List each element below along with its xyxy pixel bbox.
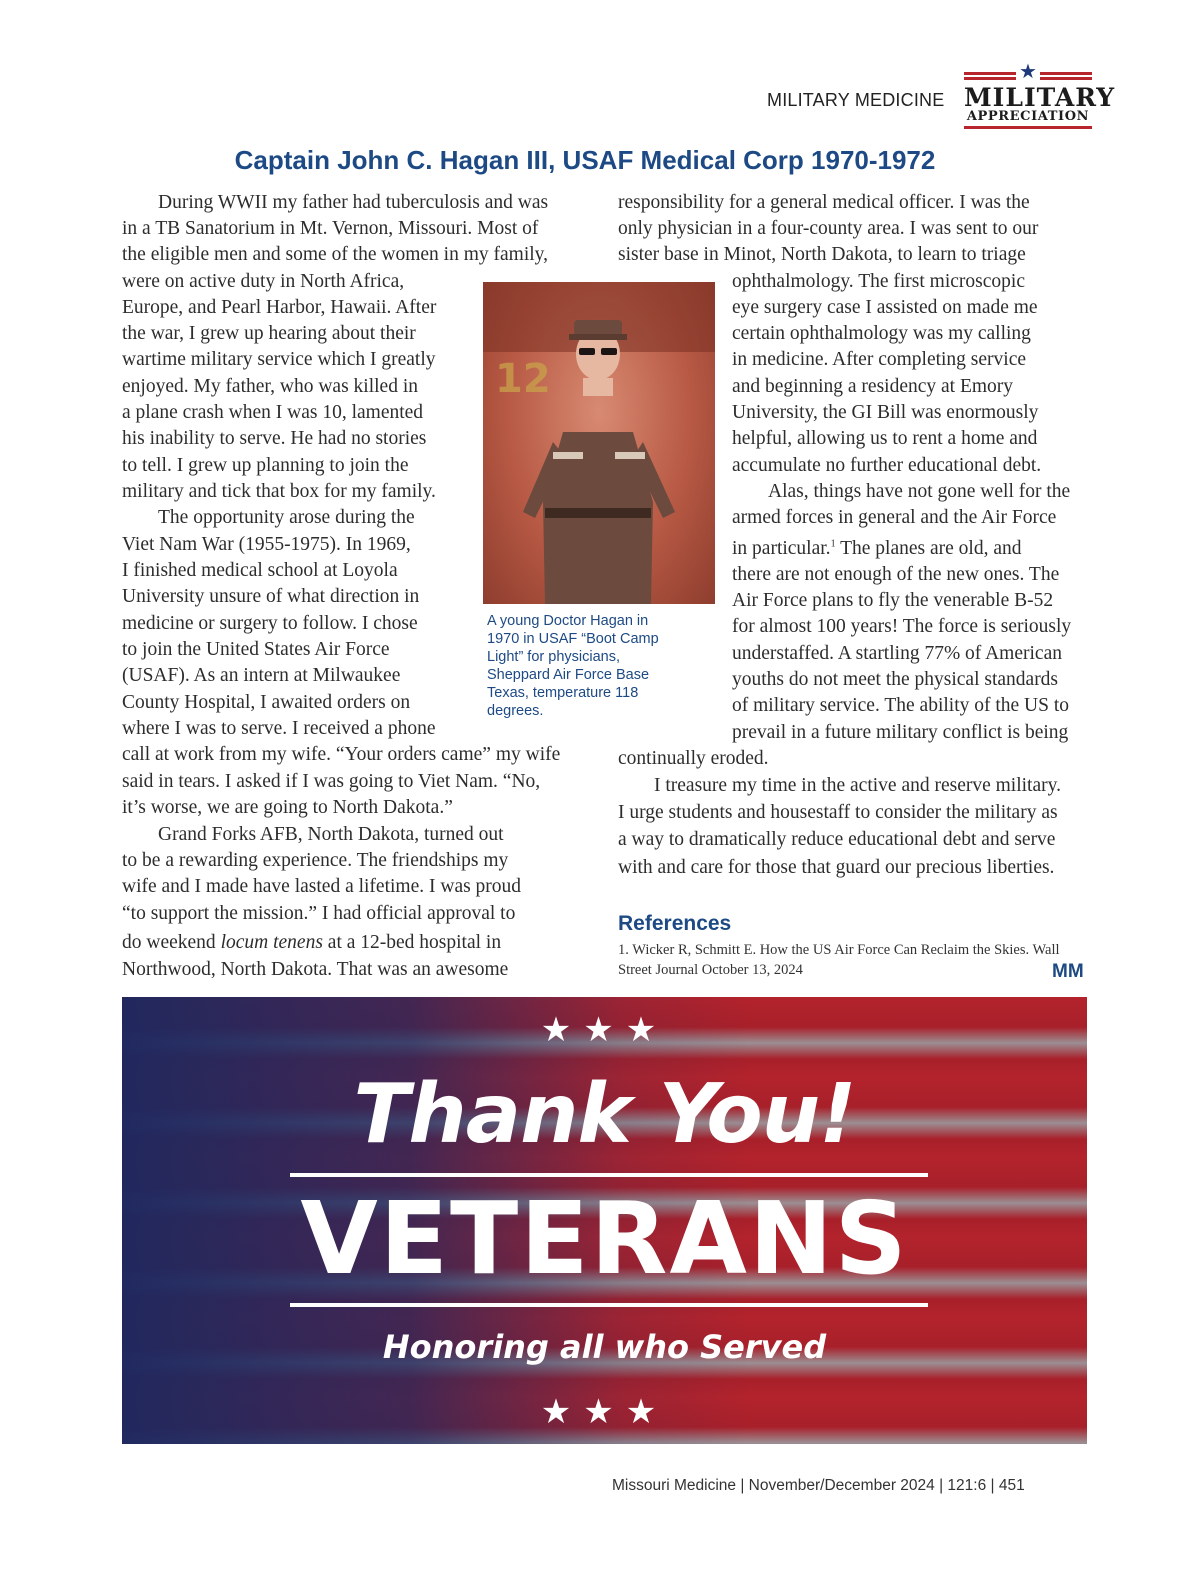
thank-you-veterans-banner	[122, 997, 1087, 1444]
text-line: eye surgery case I assisted on made me	[732, 297, 1038, 318]
text-line: where I was to serve. I received a phone	[122, 718, 436, 739]
text-line: accumulate no further educational debt.	[732, 455, 1042, 476]
caption-line: Sheppard Air Force Base	[487, 667, 650, 683]
text-line: there are not enough of the new ones. The	[732, 564, 1060, 585]
text-line: military and tick that box for my family.	[122, 481, 436, 502]
text-line: said in tears. I asked if I was going to Viet Nam. “No,	[122, 771, 541, 792]
text-line: youths do not meet the physical standards	[732, 669, 1059, 690]
soldier-photo-illustration	[483, 282, 715, 604]
text-line: (USAF). As an intern at Milwaukee	[122, 665, 401, 686]
text-line: a way to dramatically reduce educational debt and serve	[618, 829, 1056, 850]
text-line: for almost 100 years! The force is seriously	[732, 616, 1072, 637]
text-line: wife and I made have lasted a lifetime. I was proud	[122, 876, 522, 897]
text-line: in medicine. After completing service	[732, 349, 1027, 370]
stars-icon: ★★★	[540, 1012, 669, 1049]
text-line: Alas, things have not gone well for the	[768, 481, 1071, 502]
text-line: understaffed. A startling 77% of American	[732, 643, 1062, 664]
text-line: to tell. I grew up planning to join the	[122, 455, 409, 476]
text-line: wartime military service which I greatly	[122, 349, 436, 370]
banner-veterans: VETERANS	[300, 1180, 909, 1297]
text-line: with and care for those that guard our precious liberties.	[618, 857, 1055, 878]
text-line: certain ophthalmology was my calling	[732, 323, 1031, 344]
section-label: MILITARY MEDICINE	[767, 90, 945, 110]
banner-rule	[290, 1303, 928, 1307]
text-line: I urge students and housestaff to consider the military as	[618, 802, 1058, 823]
references-heading: References	[618, 912, 732, 935]
text-line: sister base in Minot, North Dakota, to learn to triage	[618, 244, 1026, 265]
text-line: only physician in a four-county area. I was sent to our	[618, 218, 1039, 239]
text-line: in a TB Sanatorium in Mt. Vernon, Missouri. Most of	[122, 218, 539, 239]
military-appreciation-logo: ★ MILITARY APPRECIATION	[964, 68, 1092, 134]
text-line: and beginning a residency at Emory	[732, 376, 1014, 397]
text-line: “to support the mission.” I had official approval to	[122, 903, 516, 924]
text-line: I treasure my time in the active and reserve military.	[654, 775, 1061, 796]
text-line: armed forces in general and the Air Force	[732, 507, 1057, 528]
text-line: County Hospital, I awaited orders on	[122, 692, 411, 713]
text-line: it’s worse, we are going to North Dakota.”	[122, 797, 453, 818]
caption-line: Texas, temperature 118	[487, 685, 639, 701]
star-icon: ★	[1019, 61, 1037, 83]
reference-line: 1. Wicker R, Schmitt E. How the US Air Force Can Reclaim the Skies. Wall	[618, 942, 1060, 958]
caption-line: 1970 in USAF “Boot Camp	[487, 631, 659, 647]
text-line: the eligible men and some of the women in my family,	[122, 244, 549, 265]
text-line: medicine or surgery to follow. I chose	[122, 613, 418, 634]
page-footer: Missouri Medicine | November/December 2024 | 121:6 | 451	[612, 1477, 1025, 1494]
text-line: The opportunity arose during the	[158, 507, 415, 528]
end-mark: MM	[1052, 961, 1084, 982]
text-line: Grand Forks AFB, North Dakota, turned out	[158, 824, 504, 845]
text-line: his inability to serve. He had no stories	[122, 428, 427, 449]
text-line: University unsure of what direction in	[122, 586, 420, 607]
caption-line: degrees.	[487, 703, 544, 719]
article-title: Captain John C. Hagan III, USAF Medical Corp 1970-1972	[234, 145, 936, 175]
text-line: to be a rewarding experience. The friendships my	[122, 850, 509, 871]
caption-line: A young Doctor Hagan in	[487, 613, 649, 629]
text-line: in particular.$^1$ The planes are old, and	[732, 538, 1022, 559]
text-line: prevail in a future military conflict is being	[732, 722, 1069, 743]
footnote-ref: 1	[830, 538, 836, 550]
text-line: to join the United States Air Force	[122, 639, 390, 660]
text-line: of military service. The ability of the US to	[732, 695, 1070, 716]
text-line: Northwood, North Dakota. That was an awesome	[122, 959, 509, 980]
text-line: a plane crash when I was 10, lamented	[122, 402, 424, 423]
portrait-photo	[483, 282, 715, 604]
text-line: responsibility for a general medical officer. I was the	[618, 192, 1030, 213]
stars-icon: ★★★	[540, 1394, 669, 1431]
text-line: do weekend locum tenens at a 12-bed hospital in	[122, 932, 502, 953]
text-line: helpful, allowing us to rent a home and	[732, 428, 1038, 449]
text-line: I finished medical school at Loyola	[122, 560, 398, 581]
text-line: call at work from my wife. “Your orders came” my wife	[122, 744, 561, 765]
text-line: ophthalmology. The first microscopic	[732, 271, 1025, 292]
text-line: University, the GI Bill was enormously	[732, 402, 1039, 423]
text-line: Europe, and Pearl Harbor, Hawaii. After	[122, 297, 437, 318]
banner-thank-you: Thank You!	[353, 1067, 856, 1162]
text-line: were on active duty in North Africa,	[122, 271, 405, 292]
reference-line: Street Journal October 13, 2024	[618, 962, 803, 978]
text-line: the war, I grew up hearing about their	[122, 323, 416, 344]
text-line: Viet Nam War (1955-1975). In 1969,	[122, 534, 411, 555]
text-line: Air Force plans to fly the venerable B-52	[732, 590, 1054, 611]
wall-number: 12	[495, 356, 551, 402]
caption-line: Light” for physicians,	[487, 649, 620, 665]
text-line: enjoyed. My father, who was killed in	[122, 376, 418, 397]
text-line: During WWII my father had tuberculosis and was	[158, 192, 549, 213]
banner-rule	[290, 1173, 928, 1177]
text-line: continually eroded.	[618, 748, 769, 769]
banner-honoring: Honoring all who Served	[382, 1328, 827, 1366]
